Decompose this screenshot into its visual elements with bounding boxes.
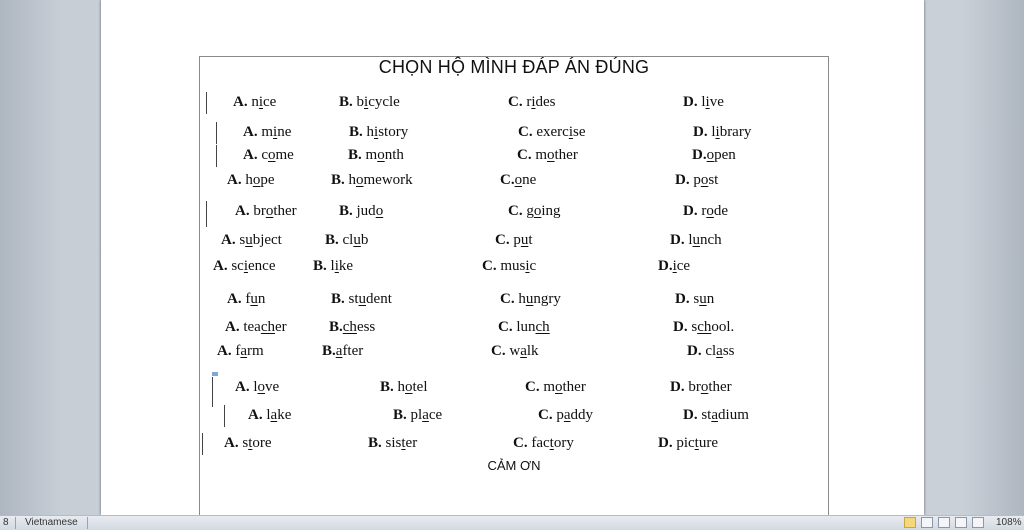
question-row	[200, 147, 828, 167]
word-suffix: ss	[722, 343, 735, 359]
option-d	[683, 94, 724, 111]
option-c	[495, 232, 533, 249]
option-letter: A.	[227, 291, 246, 307]
word-prefix: l	[701, 94, 706, 110]
zoom-level[interactable]: 108%	[996, 517, 1022, 528]
page-title: CHỌN HỘ MÌNH ĐÁP ÁN ĐÚNG	[378, 57, 650, 77]
underlined-sound: o	[547, 147, 555, 163]
underlined-sound: i	[568, 124, 573, 140]
underlined-sound: i	[715, 124, 720, 140]
option-letter: A.	[213, 258, 232, 274]
word-prefix: cl	[705, 343, 717, 359]
word-prefix: m	[365, 147, 378, 163]
draft-view-button[interactable]	[972, 517, 984, 528]
word-prefix: f	[245, 291, 251, 307]
word-prefix: lun	[516, 319, 536, 335]
option-letter: B.	[329, 319, 343, 335]
underlined-sound: i	[525, 258, 530, 274]
option-d	[683, 407, 749, 424]
word-suffix: ce	[428, 407, 443, 423]
word-prefix: m	[535, 147, 548, 163]
word-prefix: w	[509, 343, 521, 359]
text-cursor-bar	[206, 92, 207, 114]
underlined-sound: a	[716, 343, 723, 359]
word-suffix: ngry	[533, 291, 561, 307]
word-suffix: er	[405, 435, 418, 451]
word-suffix: ce	[263, 94, 277, 110]
word-prefix: l	[330, 258, 335, 274]
word-suffix: me	[275, 147, 294, 163]
option-letter: C.	[518, 124, 537, 140]
word-prefix: m	[261, 124, 274, 140]
underlined-sound: ch	[697, 319, 712, 335]
option-letter: C.	[508, 94, 527, 110]
word-suffix: ool.	[711, 319, 735, 335]
option-b	[329, 319, 375, 336]
underlined-sound: o	[555, 379, 563, 395]
option-letter: C.	[517, 147, 536, 163]
word-suffix: se	[572, 124, 586, 140]
question-row	[200, 343, 828, 363]
word-suffix: ther	[554, 147, 578, 163]
word-suffix: ke	[338, 258, 354, 274]
underlined-sound: ch	[535, 319, 550, 335]
option-d	[675, 291, 714, 308]
word-suffix: de	[713, 203, 729, 219]
word-suffix: nth	[384, 147, 404, 163]
question-row	[200, 435, 828, 455]
option-b	[348, 147, 404, 164]
text-cursor-bar	[212, 377, 213, 407]
word-suffix: mework	[363, 172, 413, 188]
word-suffix: ne	[522, 172, 537, 188]
underlined-sound: i	[364, 94, 369, 110]
option-a	[233, 94, 276, 111]
word-prefix: fac	[531, 435, 550, 451]
option-letter: D.	[658, 435, 677, 451]
option-letter: A.	[235, 203, 254, 219]
underlined-sound: i	[374, 124, 379, 140]
question-row	[200, 258, 828, 278]
word-prefix: h	[366, 124, 375, 140]
underlined-sound: a	[240, 343, 248, 359]
option-letter: B.	[348, 147, 366, 163]
word-prefix: s	[242, 435, 249, 451]
word-suffix: fter	[342, 343, 364, 359]
underlined-sound: o	[257, 379, 266, 395]
word-prefix: st	[701, 407, 712, 423]
option-letter: D.	[670, 232, 689, 248]
word-suffix: ing	[541, 203, 561, 219]
option-c	[513, 435, 574, 452]
option-a	[248, 407, 291, 424]
word-suffix: n	[257, 291, 266, 307]
text-cursor-bar	[216, 145, 217, 167]
word-prefix: h	[348, 172, 357, 188]
word-suffix: rm	[247, 343, 264, 359]
print-layout-view-button[interactable]	[904, 517, 916, 528]
option-letter: B.	[313, 258, 331, 274]
option-d	[687, 343, 735, 360]
option-b	[339, 203, 383, 220]
outline-view-button[interactable]	[955, 517, 967, 528]
option-letter: A.	[243, 147, 262, 163]
option-a	[221, 232, 282, 249]
word-prefix: cl	[342, 232, 354, 248]
option-a	[235, 203, 297, 220]
question-row	[200, 379, 828, 399]
question-row	[200, 232, 828, 252]
word-suffix: ess	[356, 319, 376, 335]
word-prefix: l	[253, 379, 258, 395]
option-letter: A.	[243, 124, 262, 140]
word-prefix: r	[701, 203, 707, 219]
underlined-sound: ch	[342, 319, 357, 335]
option-c	[500, 172, 536, 189]
text-cursor-bar	[216, 122, 217, 144]
word-prefix: f	[235, 343, 241, 359]
status-bar	[0, 515, 1024, 530]
underlined-sound: o	[700, 379, 709, 395]
option-d	[670, 232, 722, 249]
word-suffix: ve	[709, 94, 724, 110]
option-b	[339, 94, 400, 111]
word-prefix: l	[711, 124, 716, 140]
option-a	[243, 124, 291, 141]
underlined-sound: a	[711, 407, 719, 423]
option-a	[243, 147, 294, 164]
option-letter: D.	[692, 147, 707, 163]
option-letter: B.	[339, 203, 357, 219]
word-prefix: c	[261, 147, 269, 163]
word-suffix: ne	[277, 124, 292, 140]
option-c	[482, 258, 536, 275]
option-letter: B.	[339, 94, 357, 110]
word-prefix: l	[266, 407, 271, 423]
word-suffix: ory	[553, 435, 574, 451]
option-letter: C.	[482, 258, 501, 274]
option-b	[368, 435, 417, 452]
underlined-sound: a	[520, 343, 527, 359]
underlined-sound: o	[405, 379, 413, 395]
word-prefix: s	[239, 232, 246, 248]
underlined-sound: o	[265, 203, 274, 219]
option-letter: C.	[495, 232, 514, 248]
option-b	[349, 124, 408, 141]
underlined-sound: u	[520, 232, 529, 248]
option-letter: D.	[675, 291, 694, 307]
underlined-sound: u	[250, 291, 258, 307]
option-letter: B.	[331, 291, 349, 307]
word-prefix: n	[251, 94, 259, 110]
thanks-text: CẢM ƠN	[487, 458, 541, 473]
option-c	[491, 343, 539, 360]
word-prefix: r	[526, 94, 532, 110]
option-a	[225, 319, 287, 336]
question-box	[199, 56, 829, 527]
underlined-sound: o	[700, 172, 709, 188]
option-letter: C.	[508, 203, 527, 219]
option-d	[675, 172, 718, 189]
option-b	[331, 291, 392, 308]
option-letter: D.	[683, 203, 702, 219]
word-prefix: p	[693, 172, 701, 188]
full-screen-reading-view-button[interactable]	[921, 517, 933, 528]
word-suffix: er	[275, 319, 287, 335]
question-row	[200, 291, 828, 311]
text-cursor-bar	[202, 433, 203, 455]
option-c	[498, 319, 550, 336]
underlined-sound: o	[356, 172, 364, 188]
word-suffix: ke	[277, 407, 292, 423]
word-suffix: brary	[719, 124, 752, 140]
question-row	[200, 172, 828, 192]
word-suffix: nch	[700, 232, 722, 248]
word-suffix: bject	[252, 232, 282, 248]
question-row	[200, 124, 828, 144]
option-letter: C.	[538, 407, 557, 423]
underlined-sound: i	[531, 94, 536, 110]
underlined-sound: a	[270, 407, 278, 423]
option-d	[693, 124, 751, 141]
option-a	[213, 258, 276, 275]
word-suffix: b	[360, 232, 369, 248]
option-a	[227, 291, 265, 308]
underlined-sound: o	[514, 172, 523, 188]
word-suffix: story	[378, 124, 409, 140]
underlined-sound: i	[705, 94, 710, 110]
underlined-sound: t	[549, 435, 554, 451]
option-b	[380, 379, 428, 396]
option-letter: B.	[322, 343, 336, 359]
option-b	[322, 343, 363, 360]
word-prefix: sc	[231, 258, 244, 274]
underlined-sound: i	[243, 258, 249, 274]
underlined-sound: i	[334, 258, 339, 274]
word-prefix: g	[526, 203, 534, 219]
underlined-sound: o	[252, 172, 261, 188]
option-letter: C.	[500, 172, 515, 188]
underlined-sound: u	[245, 232, 253, 248]
underlined-sound: i	[672, 258, 677, 274]
word-prefix: tea	[243, 319, 261, 335]
status-separator	[87, 517, 88, 529]
underlined-sound: o	[377, 147, 385, 163]
underlined-sound: a	[563, 407, 571, 423]
word-suffix: ore	[252, 435, 272, 451]
word-suffix: ce	[676, 258, 691, 274]
underlined-sound: o	[706, 147, 715, 163]
word-prefix: p	[513, 232, 521, 248]
word-suffix: cycle	[368, 94, 400, 110]
underlined-sound: t	[694, 435, 699, 451]
underlined-sound: o	[706, 203, 714, 219]
word-suffix: ddy	[570, 407, 594, 423]
word-suffix: n	[706, 291, 715, 307]
underlined-sound: i	[273, 124, 278, 140]
option-letter: A.	[233, 94, 252, 110]
option-letter: A.	[217, 343, 236, 359]
page-indicator[interactable]: 8	[3, 517, 9, 528]
word-prefix: m	[543, 379, 556, 395]
option-d	[673, 319, 734, 336]
word-prefix: h	[518, 291, 526, 307]
word-suffix: ure	[698, 435, 718, 451]
question-row	[200, 94, 828, 114]
word-prefix: st	[348, 291, 359, 307]
word-prefix: b	[356, 94, 365, 110]
word-suffix: st	[708, 172, 719, 188]
word-suffix: des	[535, 94, 556, 110]
word-suffix: c	[529, 258, 537, 274]
word-prefix: jud	[356, 203, 376, 219]
word-prefix: br	[688, 379, 701, 395]
question-row	[200, 319, 828, 339]
word-prefix: p	[556, 407, 564, 423]
underlined-sound: o	[533, 203, 542, 219]
option-letter: A.	[227, 172, 246, 188]
option-d	[658, 435, 718, 452]
option-letter: C.	[525, 379, 544, 395]
option-letter: B.	[368, 435, 386, 451]
web-layout-view-button[interactable]	[938, 517, 950, 528]
word-prefix: h	[245, 172, 253, 188]
underlined-sound: u	[353, 232, 361, 248]
word-prefix: s	[691, 319, 698, 335]
option-letter: C.	[491, 343, 510, 359]
option-letter: A.	[225, 319, 244, 335]
underlined-sound: u	[692, 232, 701, 248]
option-letter: C.	[500, 291, 519, 307]
option-letter: B.	[393, 407, 411, 423]
word-prefix: s	[693, 291, 700, 307]
word-suffix: tel	[412, 379, 428, 395]
option-d	[692, 147, 736, 164]
text-cursor-bar	[224, 405, 225, 427]
option-d	[683, 203, 728, 220]
document-page[interactable]	[101, 0, 924, 515]
word-suffix: t	[528, 232, 533, 248]
option-a	[224, 435, 272, 452]
option-letter: B.	[331, 172, 349, 188]
word-prefix: mus	[500, 258, 526, 274]
underlined-sound: ch	[260, 319, 275, 335]
underlined-sound: o	[375, 203, 384, 219]
word-suffix: ve	[265, 379, 280, 395]
word-suffix: lk	[526, 343, 539, 359]
option-letter: B.	[349, 124, 367, 140]
word-suffix: ther	[562, 379, 586, 395]
option-letter: C.	[513, 435, 532, 451]
question-row	[200, 203, 828, 223]
option-d	[670, 379, 732, 396]
option-letter: D.	[658, 258, 673, 274]
word-suffix: dium	[718, 407, 749, 423]
word-prefix: l	[688, 232, 693, 248]
option-c	[525, 379, 586, 396]
underlined-sound: t	[401, 435, 406, 451]
option-letter: D.	[670, 379, 689, 395]
option-letter: A.	[221, 232, 240, 248]
option-letter: D.	[675, 172, 694, 188]
option-c	[508, 203, 561, 220]
underlined-sound: t	[248, 435, 253, 451]
word-suffix: pe	[260, 172, 275, 188]
option-letter: D.	[683, 94, 702, 110]
text-cursor-bar	[206, 201, 207, 227]
underlined-sound: a	[335, 343, 343, 359]
option-letter: C.	[498, 319, 517, 335]
option-letter: D.	[693, 124, 712, 140]
underlined-sound: u	[525, 291, 534, 307]
option-c	[517, 147, 578, 164]
option-c	[500, 291, 561, 308]
option-letter: A.	[248, 407, 267, 423]
option-letter: D.	[683, 407, 702, 423]
word-prefix: h	[397, 379, 406, 395]
option-letter: D.	[687, 343, 706, 359]
status-separator	[15, 517, 16, 529]
question-row	[200, 407, 828, 427]
language-indicator[interactable]: Vietnamese	[25, 517, 78, 528]
option-c	[538, 407, 593, 424]
option-letter: B.	[380, 379, 398, 395]
option-letter: B.	[325, 232, 343, 248]
option-b	[325, 232, 368, 249]
underlined-sound: a	[422, 407, 429, 423]
word-suffix: ther	[273, 203, 297, 219]
option-a	[235, 379, 279, 396]
word-suffix: dent	[366, 291, 392, 307]
word-prefix: exerc	[536, 124, 569, 140]
word-suffix: pen	[714, 147, 736, 163]
option-b	[313, 258, 353, 275]
paragraph-marker	[212, 372, 218, 376]
option-letter: A.	[235, 379, 254, 395]
option-a	[217, 343, 264, 360]
word-prefix: br	[253, 203, 266, 219]
underlined-sound: o	[268, 147, 276, 163]
option-b	[331, 172, 413, 189]
option-b	[393, 407, 442, 424]
word-prefix: sis	[385, 435, 402, 451]
option-a	[227, 172, 275, 189]
option-letter: A.	[224, 435, 243, 451]
word-suffix: ther	[708, 379, 732, 395]
option-d	[658, 258, 690, 275]
option-letter: D.	[673, 319, 692, 335]
option-c	[518, 124, 585, 141]
word-prefix: pl	[410, 407, 423, 423]
underlined-sound: u	[358, 291, 367, 307]
underlined-sound: i	[258, 94, 264, 110]
underlined-sound: u	[699, 291, 707, 307]
word-prefix: pic	[676, 435, 695, 451]
option-c	[508, 94, 556, 111]
word-suffix: ence	[248, 258, 276, 274]
